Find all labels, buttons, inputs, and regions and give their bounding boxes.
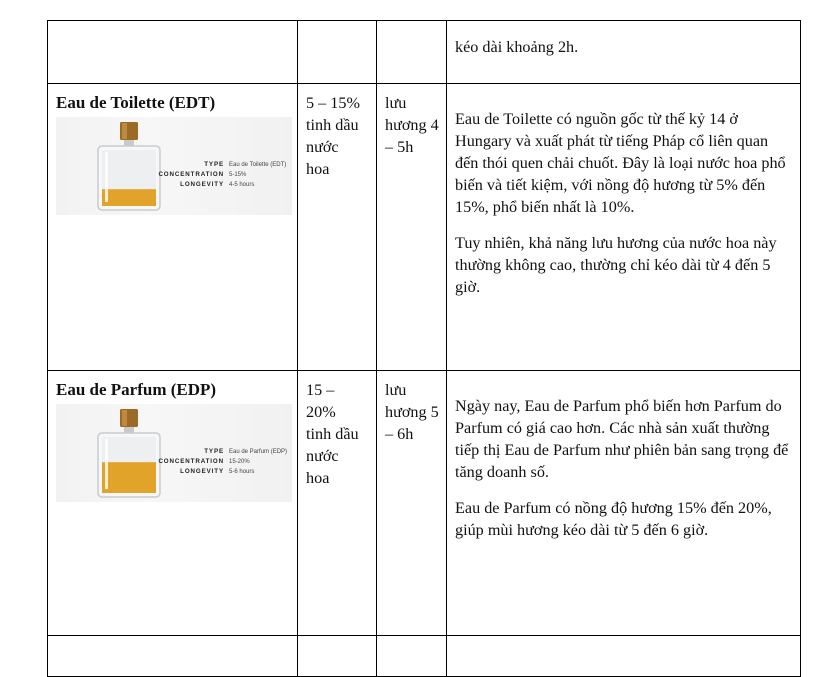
cell-name <box>48 21 298 84</box>
table-row <box>48 84 801 371</box>
spec-type-value: Eau de Toilette (EDT) <box>229 162 287 168</box>
spec-concentration-value: 5-15% <box>229 172 247 178</box>
longevity-text: lưu hương 5 – 6h <box>385 381 439 443</box>
table-row <box>48 21 801 84</box>
spec-type-label: TYPE <box>204 161 224 168</box>
perfume-bottle-image <box>56 404 292 502</box>
cell-concentration <box>298 371 377 636</box>
cell-longevity <box>377 371 447 636</box>
perfume-type-name: Eau de Toilette (EDT) <box>56 93 216 112</box>
spec-type-label: TYPE <box>204 448 224 455</box>
cell-description <box>447 21 801 84</box>
concentration-text: 15 – 20% tinh dầu nước hoa <box>306 381 359 487</box>
cell-description <box>447 371 801 636</box>
spec-longevity-label: LONGEVITY <box>180 181 224 188</box>
cell-concentration <box>298 21 377 84</box>
concentration-text: 5 – 15% tinh dầu nước hoa <box>306 94 360 178</box>
longevity-text: lưu hương 4 – 5h <box>385 94 439 156</box>
table-row <box>48 371 801 636</box>
spec-longevity-value: 4-5 hours <box>229 182 255 188</box>
description-paragraph: Eau de Toilette có nguồn gốc từ thế kỷ 14 ở Hungary và xuất phát từ tiếng Pháp cổ liên quan đến thói quen chải chuốt. Đây là loại nước hoa phổ biến và tiết kiệm, với nồng độ hương từ 5% đến 15%, phổ biến nhất là 10%. <box>455 110 786 216</box>
bottle-specs <box>148 447 287 477</box>
description-paragraph: Tuy nhiên, khả năng lưu hương của nước hoa này thường không cao, thường chỉ kéo dài từ 4 đến 5 giờ. <box>455 234 777 296</box>
cell-longevity <box>377 21 447 84</box>
cell-concentration <box>298 84 377 371</box>
spec-type-value: Eau de Parfum (EDP) <box>229 449 288 455</box>
spec-concentration-label: CONCENTRATION <box>158 458 224 465</box>
perfume-bottle-image <box>56 117 292 215</box>
spec-concentration-label: CONCENTRATION <box>158 171 224 178</box>
cell-name <box>48 371 298 636</box>
spec-longevity-label: LONGEVITY <box>180 468 224 475</box>
bottle-specs <box>148 160 286 190</box>
spec-concentration-value: 15-20% <box>229 459 250 465</box>
description-paragraph: Eau de Parfum có nồng độ hương 15% đến 20%, giúp mùi hương kéo dài từ 5 đến 6 giờ. <box>455 499 772 539</box>
perfume-type-name: Eau de Parfum (EDP) <box>56 380 217 399</box>
perfume-comparison-table <box>47 20 801 677</box>
description-paragraph: Ngày nay, Eau de Parfum phổ biến hơn Parfum do Parfum có giá cao hơn. Các nhà sản xuất thường tiếp thị Eau de Parfum như phiên bản sang trọng để tăng doanh số. <box>455 397 789 481</box>
cell-description <box>447 84 801 371</box>
cell-longevity <box>377 84 447 371</box>
spec-longevity-value: 5-6 hours <box>229 469 255 475</box>
description-paragraph: kéo dài khoảng 2h. <box>455 38 579 56</box>
cell-name <box>48 84 298 371</box>
